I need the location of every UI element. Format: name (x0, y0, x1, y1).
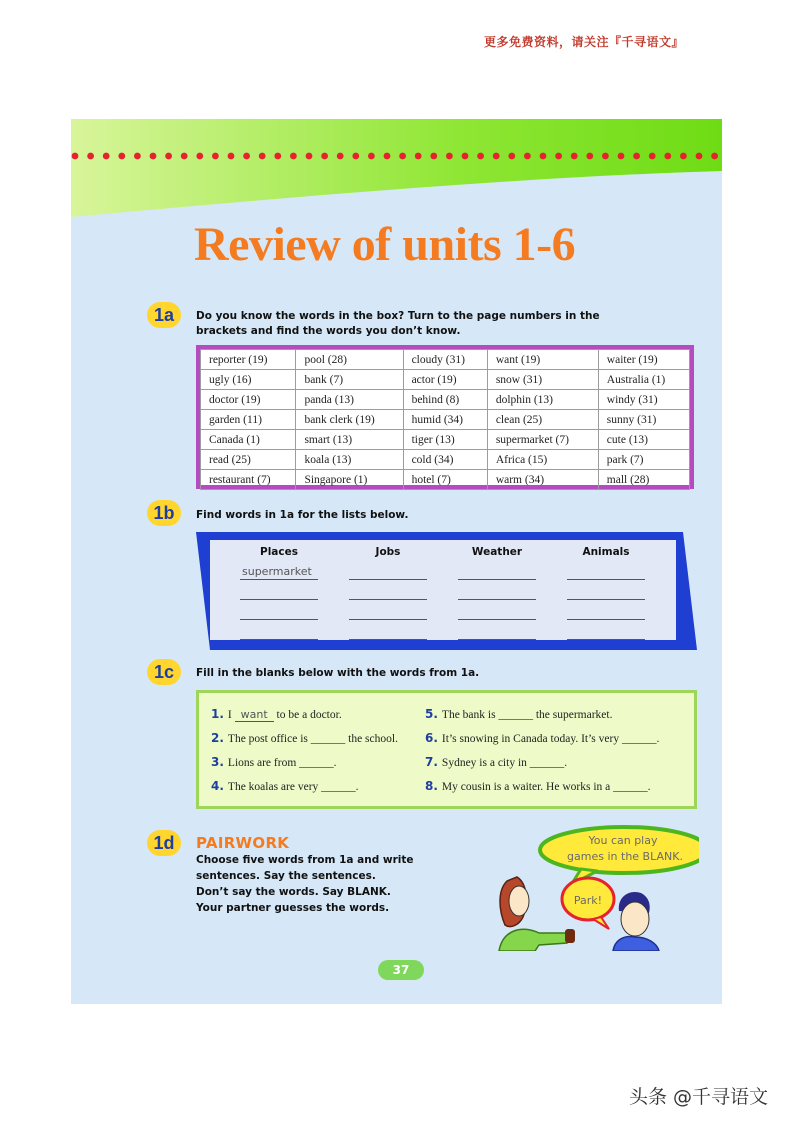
question-3 (211, 755, 337, 769)
question-8 (425, 779, 651, 793)
answer-line[interactable] (458, 560, 536, 580)
list-column-animals (567, 546, 645, 640)
word-cell: want (19) (487, 350, 598, 370)
banner-dot (618, 153, 625, 160)
word-row (201, 370, 690, 390)
answer-line[interactable] (567, 560, 645, 580)
banner-dot (540, 153, 547, 160)
banner-dot (321, 153, 328, 160)
question-4 (211, 779, 359, 793)
top-promo-note: 更多免费资料，请关注『千寻语文』 (484, 35, 685, 49)
word-cell: bank clerk (19) (296, 410, 403, 430)
banner-dot (337, 153, 344, 160)
pairwork-illustration (489, 825, 699, 951)
answer-line[interactable] (349, 560, 427, 580)
list-header-animals: Animals (582, 546, 630, 558)
word-cell: mall (28) (598, 470, 689, 490)
list-header-jobs: Jobs (375, 546, 401, 558)
banner-dot (493, 153, 500, 160)
word-cell: waiter (19) (598, 350, 689, 370)
banner-dot (196, 153, 203, 160)
answer-line[interactable] (240, 580, 318, 600)
question-number: 4. (211, 779, 224, 793)
pairwork-instructions (196, 852, 476, 916)
banner-dot (446, 153, 453, 160)
question-7 (425, 755, 567, 769)
pairwork-line: sentences. Say the sentences. (196, 870, 376, 882)
section-1a-instruction-line1: Do you know the words in the box? Turn to the page numbers in the (196, 310, 600, 322)
textbook-page (71, 119, 722, 1004)
question-number: 5. (425, 707, 438, 721)
banner-dot (462, 153, 469, 160)
question-text: The post office is ______ the school. (227, 733, 398, 745)
answer-line[interactable] (567, 600, 645, 620)
word-cell: koala (13) (296, 450, 403, 470)
answer-line[interactable] (240, 560, 318, 580)
word-row (201, 410, 690, 430)
word-cell: park (7) (598, 450, 689, 470)
answer-line[interactable] (349, 580, 427, 600)
banner-dot (508, 153, 515, 160)
word-cell: cute (13) (598, 430, 689, 450)
answer-line[interactable] (240, 620, 318, 640)
word-row (201, 470, 690, 490)
question-2 (211, 731, 398, 745)
list-column-jobs (349, 546, 427, 640)
question-number: 2. (211, 731, 224, 745)
question-text: It’s snowing in Canada today. It’s very ______. (441, 733, 660, 745)
section-1d-badge: 1d (147, 830, 181, 856)
word-cell: humid (34) (403, 410, 487, 430)
pairwork-line: Your partner guesses the words. (196, 902, 390, 914)
answer-line[interactable] (458, 620, 536, 640)
question-text: to be a doctor. (276, 709, 342, 721)
word-table (200, 349, 690, 490)
page-title: Review of units 1-6 (194, 218, 576, 271)
banner-dot (150, 153, 157, 160)
section-1a-badge: 1a (147, 302, 181, 328)
answer-line[interactable] (567, 580, 645, 600)
banner-dot (259, 153, 266, 160)
word-cell: supermarket (7) (487, 430, 598, 450)
section-1a-instruction-line2: brackets and find the words you don’t know. (196, 325, 461, 337)
banner-dot (306, 153, 313, 160)
banner-dot (384, 153, 391, 160)
word-cell: reporter (19) (201, 350, 296, 370)
word-row (201, 430, 690, 450)
pairwork-line: Don’t say the words. Say BLANK. (196, 886, 391, 898)
banner-dot (87, 153, 94, 160)
speech-bubble-small-text: Park! (573, 894, 603, 907)
banner-dot (415, 153, 422, 160)
word-cell: Africa (15) (487, 450, 598, 470)
banner-dot (524, 153, 531, 160)
word-cell: cloudy (31) (403, 350, 487, 370)
banner-dot (118, 153, 125, 160)
word-cell: garden (11) (201, 410, 296, 430)
question-text: I (227, 709, 232, 721)
word-cell: Australia (1) (598, 370, 689, 390)
banner-dot (103, 153, 110, 160)
banner-dot (477, 153, 484, 160)
list-column-places (240, 546, 318, 640)
banner-dot (555, 153, 562, 160)
list-header-places: Places (260, 546, 298, 558)
answer-line[interactable] (458, 580, 536, 600)
word-cell: behind (8) (403, 390, 487, 410)
question-text: My cousin is a waiter. He works in a ______. (441, 781, 651, 793)
banner-dot (399, 153, 406, 160)
section-1b-badge: 1b (147, 500, 181, 526)
banner-dot (711, 153, 718, 160)
word-lists-frame (196, 532, 697, 650)
word-row (201, 450, 690, 470)
word-cell: dolphin (13) (487, 390, 598, 410)
word-row (201, 350, 690, 370)
section-1c-instruction: Fill in the blanks below with the words from 1a. (196, 667, 480, 679)
word-cell: cold (34) (403, 450, 487, 470)
banner-dot (571, 153, 578, 160)
banner-dot (649, 153, 656, 160)
question-number: 6. (425, 731, 438, 745)
speech-bubble-line2: games in the BLANK. (567, 850, 683, 863)
boy-figure (613, 892, 659, 951)
answer-line[interactable] (567, 620, 645, 640)
question-number: 8. (425, 779, 438, 793)
banner-dot (368, 153, 375, 160)
question-text: Sydney is a city in ______. (441, 757, 568, 769)
list-column-weather (458, 546, 536, 640)
banner-dot (181, 153, 188, 160)
question-text: The bank is ______ the supermarket. (441, 709, 613, 721)
word-cell: restaurant (7) (201, 470, 296, 490)
banner-dot (586, 153, 593, 160)
answer-line[interactable] (240, 600, 318, 620)
list-header-weather: Weather (471, 546, 523, 558)
word-cell: Canada (1) (201, 430, 296, 450)
example-answer: supermarket (242, 565, 312, 578)
pairwork-heading: PAIRWORK (196, 834, 290, 852)
word-cell: clean (25) (487, 410, 598, 430)
banner-dot (243, 153, 250, 160)
word-cell: Singapore (1) (296, 470, 403, 490)
banner-dot (680, 153, 687, 160)
answer-line[interactable] (349, 600, 427, 620)
question-6 (425, 731, 659, 745)
girl-figure (499, 877, 575, 951)
banner-dot (430, 153, 437, 160)
banner-dot (228, 153, 235, 160)
banner-dot (134, 153, 141, 160)
banner-dot (664, 153, 671, 160)
lists-panel (210, 540, 676, 640)
banner-dot (165, 153, 172, 160)
question-number: 7. (425, 755, 438, 769)
question-number: 3. (211, 755, 224, 769)
banner-dot (633, 153, 640, 160)
question-5 (425, 707, 612, 721)
page-number: 37 (378, 960, 424, 980)
answer-line[interactable] (349, 620, 427, 640)
pairwork-line: Choose five words from 1a and write (196, 854, 414, 866)
question-1 (211, 707, 342, 721)
word-cell: snow (31) (487, 370, 598, 390)
banner-dot (696, 153, 703, 160)
word-cell: windy (31) (598, 390, 689, 410)
word-cell: tiger (13) (403, 430, 487, 450)
word-cell: warm (34) (487, 470, 598, 490)
banner-dot (72, 153, 79, 160)
question-number: 1. (211, 707, 224, 721)
watermark: 头条 @千寻语文 (629, 1086, 769, 1108)
fill-blanks-box (196, 690, 697, 809)
word-cell: actor (19) (403, 370, 487, 390)
banner-dot (602, 153, 609, 160)
handwritten-answer[interactable]: want (235, 708, 274, 722)
word-box (196, 345, 694, 489)
word-cell: smart (13) (296, 430, 403, 450)
section-1b-instruction: Find words in 1a for the lists below. (196, 509, 409, 521)
question-text: The koalas are very ______. (227, 781, 359, 793)
section-1c-badge: 1c (147, 659, 181, 685)
banner-dot (212, 153, 219, 160)
question-text: Lions are from ______. (227, 757, 337, 769)
answer-line[interactable] (458, 600, 536, 620)
word-cell: pool (28) (296, 350, 403, 370)
word-cell: bank (7) (296, 370, 403, 390)
word-cell: sunny (31) (598, 410, 689, 430)
word-row (201, 390, 690, 410)
banner-dot (290, 153, 297, 160)
word-cell: doctor (19) (201, 390, 296, 410)
banner-dot (352, 153, 359, 160)
word-cell: hotel (7) (403, 470, 487, 490)
speech-bubble-line1: You can play (588, 834, 658, 847)
word-cell: read (25) (201, 450, 296, 470)
word-cell: panda (13) (296, 390, 403, 410)
word-cell: ugly (16) (201, 370, 296, 390)
header-banner (71, 119, 722, 219)
banner-dot (274, 153, 281, 160)
